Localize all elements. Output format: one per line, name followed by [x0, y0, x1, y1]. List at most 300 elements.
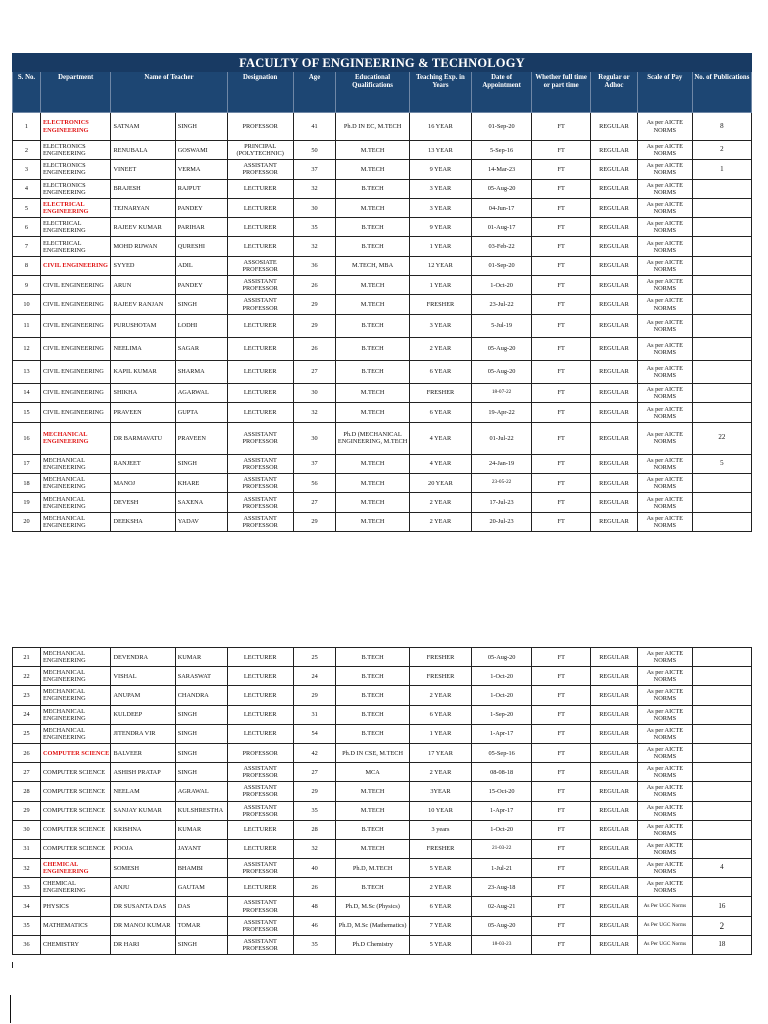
cell-department: ELECTRICAL ENGINEERING	[40, 198, 110, 217]
cell-department: MECHANICAL ENGINEERING	[40, 705, 110, 724]
table-row	[13, 160, 752, 179]
cell-pay-scale: As per AICTE NORMS	[637, 743, 692, 762]
cell-experience: FRESHER	[409, 667, 471, 686]
cell-regular: REGULAR	[591, 686, 638, 705]
cell-first-name: BALVEER	[111, 743, 175, 762]
cell-last-name: SINGH	[175, 724, 227, 743]
cell-date: 05-Aug-20	[472, 648, 532, 667]
cell-age: 30	[293, 422, 335, 454]
cell-publications	[692, 337, 751, 360]
cell-age: 27	[293, 360, 335, 383]
cell-pay-scale: As per AICTE NORMS	[637, 256, 692, 275]
cell-department: CIVIL ENGINEERING	[40, 276, 110, 295]
cell-sno: 2	[13, 141, 41, 160]
table-row	[13, 454, 752, 473]
cell-pay-scale: As Per UGC Norms	[637, 935, 692, 954]
cell-designation: ASSISTANT PROFESSOR	[227, 160, 293, 179]
cell-age: 42	[293, 743, 335, 762]
cell-pay-scale: As Per UGC Norms	[637, 916, 692, 935]
cell-last-name: AGARWAL	[175, 383, 227, 403]
cell-regular: REGULAR	[591, 743, 638, 762]
cell-last-name: QURESHI	[175, 237, 227, 256]
cell-date: 18-03-23	[472, 935, 532, 954]
cell-date: 01-Aug-17	[472, 218, 532, 237]
text-cursor	[10, 995, 11, 1023]
cell-fulltime: FT	[532, 141, 591, 160]
cell-last-name: LODHI	[175, 314, 227, 337]
cell-date: 05-Aug-20	[472, 337, 532, 360]
table-row	[13, 141, 752, 160]
cell-age: 37	[293, 454, 335, 473]
cell-sno: 7	[13, 237, 41, 256]
table-row	[13, 383, 752, 403]
table-row	[13, 916, 752, 935]
cell-age: 50	[293, 141, 335, 160]
col-header-pay-scale: Scale of Pay	[637, 72, 692, 113]
cell-age: 40	[293, 859, 335, 878]
table-row	[13, 276, 752, 295]
cell-designation: LECTURER	[227, 314, 293, 337]
cell-department: ELECTRONICS ENGINEERING	[40, 179, 110, 198]
cell-pay-scale: As per AICTE NORMS	[637, 512, 692, 531]
cell-pay-scale: As per AICTE NORMS	[637, 724, 692, 743]
cell-qualification: M.TECH	[336, 198, 410, 217]
cell-pay-scale: As per AICTE NORMS	[637, 403, 692, 423]
cell-department: ELECTRICAL ENGINEERING	[40, 218, 110, 237]
cell-publications	[692, 276, 751, 295]
cell-date: 1-Oct-20	[472, 667, 532, 686]
cell-regular: REGULAR	[591, 935, 638, 954]
cell-experience: 3 YEAR	[409, 198, 471, 217]
cell-date: 05-Aug-20	[472, 360, 532, 383]
cell-last-name: SINGH	[175, 935, 227, 954]
cell-experience: 6 YEAR	[409, 403, 471, 423]
cell-publications	[692, 743, 751, 762]
cell-fulltime: FT	[532, 422, 591, 454]
cell-qualification: M.TECH	[336, 276, 410, 295]
cell-date: 05-Aug-20	[472, 916, 532, 935]
cell-department: CHEMICAL ENGINEERING	[40, 859, 110, 878]
cell-department: MECHANICAL ENGINEERING	[40, 667, 110, 686]
cell-age: 32	[293, 237, 335, 256]
cell-first-name: PURUSHOTAM	[111, 314, 175, 337]
cell-last-name: KHARE	[175, 474, 227, 493]
cell-date: 5-Sep-16	[472, 141, 532, 160]
cell-experience: 1 YEAR	[409, 276, 471, 295]
cell-age: 29	[293, 782, 335, 801]
cell-designation: LECTURER	[227, 198, 293, 217]
cell-department: COMPUTER SCIENCE	[40, 782, 110, 801]
cell-experience: 9 YEAR	[409, 218, 471, 237]
cell-qualification: M.TECH	[336, 839, 410, 858]
cell-sno: 25	[13, 724, 41, 743]
cell-age: 32	[293, 403, 335, 423]
cell-last-name: SHARMA	[175, 360, 227, 383]
cell-last-name: CHANDRA	[175, 686, 227, 705]
cell-department: COMPUTER SCIENCE	[40, 763, 110, 782]
cell-designation: LECTURER	[227, 360, 293, 383]
cell-last-name: VERMA	[175, 160, 227, 179]
cell-fulltime: FT	[532, 337, 591, 360]
cell-experience: 13 YEAR	[409, 141, 471, 160]
cell-fulltime: FT	[532, 179, 591, 198]
cell-age: 29	[293, 686, 335, 705]
table-row	[13, 878, 752, 897]
cell-publications	[692, 383, 751, 403]
cell-designation: ASSISTANT PROFESSOR	[227, 763, 293, 782]
cell-regular: REGULAR	[591, 256, 638, 275]
cell-publications: 4	[692, 859, 751, 878]
cell-department: CIVIL ENGINEERING	[40, 337, 110, 360]
table-row	[13, 237, 752, 256]
table-body	[13, 648, 752, 955]
cell-publications	[692, 314, 751, 337]
table-header-row	[13, 72, 752, 113]
cell-department: CIVIL ENGINEERING	[40, 256, 110, 275]
table-body	[13, 113, 752, 532]
cell-department: ELECTRONICS ENGINEERING	[40, 113, 110, 141]
cell-last-name: TOMAR	[175, 916, 227, 935]
cell-designation: ASSISTANT PROFESSOR	[227, 897, 293, 916]
cell-designation: LECTURER	[227, 878, 293, 897]
cell-date: 04-Jun-17	[472, 198, 532, 217]
cell-publications: 1	[692, 160, 751, 179]
cell-last-name: SINGH	[175, 295, 227, 314]
table-row	[13, 743, 752, 762]
cell-sno: 28	[13, 782, 41, 801]
table-row	[13, 839, 752, 858]
cell-regular: REGULAR	[591, 198, 638, 217]
cell-age: 28	[293, 820, 335, 839]
cell-experience: 12 YEAR	[409, 256, 471, 275]
cell-first-name: ARUN	[111, 276, 175, 295]
cell-department: MECHANICAL ENGINEERING	[40, 474, 110, 493]
cell-qualification: B.TECH	[336, 878, 410, 897]
cell-qualification: B.TECH	[336, 667, 410, 686]
cell-sno: 6	[13, 218, 41, 237]
cell-experience: 2 YEAR	[409, 512, 471, 531]
cell-last-name: GAUTAM	[175, 878, 227, 897]
cell-sno: 24	[13, 705, 41, 724]
cell-date: 01-Jul-22	[472, 422, 532, 454]
cell-regular: REGULAR	[591, 724, 638, 743]
cell-publications	[692, 198, 751, 217]
cell-department: CIVIL ENGINEERING	[40, 314, 110, 337]
cell-first-name: NEELIMA	[111, 337, 175, 360]
table-row	[13, 179, 752, 198]
cell-last-name: KUMAR	[175, 648, 227, 667]
cell-first-name: DEVENDRA	[111, 648, 175, 667]
cell-sno: 14	[13, 383, 41, 403]
cell-designation: LECTURER	[227, 839, 293, 858]
cell-fulltime: FT	[532, 916, 591, 935]
cell-last-name: PANDEY	[175, 276, 227, 295]
table-row	[13, 422, 752, 454]
cell-designation: ASSOSIATE PROFESSOR	[227, 256, 293, 275]
cell-publications: 5	[692, 454, 751, 473]
cell-fulltime: FT	[532, 383, 591, 403]
cell-fulltime: FT	[532, 897, 591, 916]
cell-department: ELECTRICAL ENGINEERING	[40, 237, 110, 256]
cell-age: 36	[293, 256, 335, 275]
cell-publications	[692, 237, 751, 256]
cell-age: 31	[293, 705, 335, 724]
cell-pay-scale: As per AICTE NORMS	[637, 113, 692, 141]
cell-designation: ASSISTANT PROFESSOR	[227, 512, 293, 531]
cell-fulltime: FT	[532, 160, 591, 179]
cell-qualification: M.TECH	[336, 801, 410, 820]
cell-last-name: SINGH	[175, 113, 227, 141]
cell-publications: 2	[692, 916, 751, 935]
cell-designation: ASSISTANT PROFESSOR	[227, 474, 293, 493]
cell-publications	[692, 295, 751, 314]
cell-sno: 35	[13, 916, 41, 935]
cell-regular: REGULAR	[591, 422, 638, 454]
page-edge-line	[12, 962, 13, 968]
cell-qualification: Ph.D (MECHANICAL ENGINEERING, M.TECH	[336, 422, 410, 454]
cell-first-name: KULDEEP	[111, 705, 175, 724]
cell-pay-scale: As per AICTE NORMS	[637, 474, 692, 493]
table-row	[13, 705, 752, 724]
cell-regular: REGULAR	[591, 667, 638, 686]
cell-fulltime: FT	[532, 820, 591, 839]
table-row	[13, 512, 752, 531]
cell-pay-scale: As per AICTE NORMS	[637, 686, 692, 705]
cell-publications	[692, 782, 751, 801]
cell-experience: 17 YEAR	[409, 743, 471, 762]
cell-pay-scale: As per AICTE NORMS	[637, 383, 692, 403]
cell-fulltime: FT	[532, 314, 591, 337]
cell-qualification: M.TECH	[336, 454, 410, 473]
cell-qualification: M.TECH	[336, 383, 410, 403]
cell-last-name: SINGH	[175, 454, 227, 473]
cell-age: 32	[293, 179, 335, 198]
cell-sno: 34	[13, 897, 41, 916]
cell-age: 35	[293, 935, 335, 954]
cell-sno: 36	[13, 935, 41, 954]
cell-last-name: SINGH	[175, 705, 227, 724]
cell-last-name: KULSHRESTHA	[175, 801, 227, 820]
table-row	[13, 763, 752, 782]
cell-fulltime: FT	[532, 295, 591, 314]
cell-qualification: Ph.D Chemistry	[336, 935, 410, 954]
cell-regular: REGULAR	[591, 820, 638, 839]
cell-designation: ASSISTANT PROFESSOR	[227, 493, 293, 512]
cell-experience: FRESHER	[409, 295, 471, 314]
cell-pay-scale: As per AICTE NORMS	[637, 454, 692, 473]
cell-experience: 9 YEAR	[409, 160, 471, 179]
cell-sno: 3	[13, 160, 41, 179]
cell-publications: 22	[692, 422, 751, 454]
cell-first-name: SANJAY KUMAR	[111, 801, 175, 820]
faculty-table-page-2	[12, 647, 752, 955]
cell-publications	[692, 801, 751, 820]
cell-designation: LECTURER	[227, 820, 293, 839]
cell-first-name: TEJNARYAN	[111, 198, 175, 217]
cell-qualification: M.TECH	[336, 512, 410, 531]
cell-last-name: SAGAR	[175, 337, 227, 360]
cell-regular: REGULAR	[591, 113, 638, 141]
cell-last-name: DAS	[175, 897, 227, 916]
cell-fulltime: FT	[532, 705, 591, 724]
cell-first-name: RAJEEV KUMAR	[111, 218, 175, 237]
cell-designation: ASSISTANT PROFESSOR	[227, 801, 293, 820]
cell-pay-scale: As per AICTE NORMS	[637, 493, 692, 512]
cell-sno: 9	[13, 276, 41, 295]
cell-regular: REGULAR	[591, 160, 638, 179]
cell-date: 15-Oct-20	[472, 782, 532, 801]
cell-date: 1-Oct-20	[472, 820, 532, 839]
cell-last-name: ADIL	[175, 256, 227, 275]
cell-department: MECHANICAL ENGINEERING	[40, 454, 110, 473]
cell-designation: ASSISTANT PROFESSOR	[227, 782, 293, 801]
cell-last-name: PARIHAR	[175, 218, 227, 237]
cell-regular: REGULAR	[591, 916, 638, 935]
cell-publications	[692, 360, 751, 383]
faculty-table-page-1	[12, 53, 752, 532]
cell-last-name: GUPTA	[175, 403, 227, 423]
cell-experience: 2 YEAR	[409, 878, 471, 897]
cell-department: CHEMISTRY	[40, 935, 110, 954]
table-row	[13, 113, 752, 141]
cell-last-name: BHAMBI	[175, 859, 227, 878]
cell-age: 26	[293, 276, 335, 295]
cell-designation: LECTURER	[227, 705, 293, 724]
cell-fulltime: FT	[532, 198, 591, 217]
table-row	[13, 256, 752, 275]
table-row	[13, 859, 752, 878]
cell-publications	[692, 763, 751, 782]
cell-fulltime: FT	[532, 801, 591, 820]
cell-date: 17-Jul-23	[472, 493, 532, 512]
cell-pay-scale: As per AICTE NORMS	[637, 218, 692, 237]
cell-regular: REGULAR	[591, 705, 638, 724]
cell-fulltime: FT	[532, 360, 591, 383]
table-row	[13, 360, 752, 383]
cell-regular: REGULAR	[591, 454, 638, 473]
cell-qualification: B.TECH	[336, 314, 410, 337]
cell-qualification: MCA	[336, 763, 410, 782]
cell-qualification: B.TECH	[336, 820, 410, 839]
cell-regular: REGULAR	[591, 648, 638, 667]
cell-experience: 1 YEAR	[409, 724, 471, 743]
cell-department: MECHANICAL ENGINEERING	[40, 512, 110, 531]
cell-qualification: B.TECH	[336, 360, 410, 383]
cell-date: 05-Aug-20	[472, 179, 532, 198]
cell-date: 21-03-22	[472, 839, 532, 858]
col-header-regular: Regular or Adhoc	[591, 72, 638, 113]
cell-sno: 16	[13, 422, 41, 454]
cell-sno: 18	[13, 474, 41, 493]
cell-department: COMPUTER SCIENCE	[40, 820, 110, 839]
cell-fulltime: FT	[532, 276, 591, 295]
cell-qualification: M.TECH, MBA	[336, 256, 410, 275]
cell-designation: LECTURER	[227, 667, 293, 686]
cell-department: CIVIL ENGINEERING	[40, 360, 110, 383]
cell-department: CIVIL ENGINEERING	[40, 403, 110, 423]
cell-age: 37	[293, 160, 335, 179]
cell-department: ELECTRONICS ENGINEERING	[40, 141, 110, 160]
table-row	[13, 198, 752, 217]
cell-qualification: B.TECH	[336, 337, 410, 360]
cell-publications	[692, 218, 751, 237]
cell-first-name: SATNAM	[111, 113, 175, 141]
cell-designation: LECTURER	[227, 179, 293, 198]
cell-regular: REGULAR	[591, 839, 638, 858]
cell-pay-scale: As per AICTE NORMS	[637, 763, 692, 782]
cell-experience: 2 YEAR	[409, 686, 471, 705]
col-header-department: Department	[40, 72, 110, 113]
cell-first-name: KRISHNA	[111, 820, 175, 839]
cell-first-name: ANJU	[111, 878, 175, 897]
table-row	[13, 337, 752, 360]
cell-experience: 2 YEAR	[409, 337, 471, 360]
col-header-teacher: Name of Teacher	[111, 72, 227, 113]
table-row	[13, 218, 752, 237]
cell-date: 19-Apr-22	[472, 403, 532, 423]
cell-fulltime: FT	[532, 493, 591, 512]
cell-pay-scale: As per AICTE NORMS	[637, 276, 692, 295]
cell-pay-scale: As per AICTE NORMS	[637, 360, 692, 383]
cell-date: 20-Jul-23	[472, 512, 532, 531]
cell-last-name: SINGH	[175, 743, 227, 762]
table-row	[13, 724, 752, 743]
cell-fulltime: FT	[532, 935, 591, 954]
cell-qualification: Ph.D, M.Sc (Mathematics)	[336, 916, 410, 935]
cell-department: MECHANICAL ENGINEERING	[40, 724, 110, 743]
cell-first-name: MANOJ	[111, 474, 175, 493]
page-title: FACULTY OF ENGINEERING & TECHNOLOGY	[13, 54, 752, 72]
cell-sno: 26	[13, 743, 41, 762]
table-row	[13, 897, 752, 916]
cell-date: 1-Oct-20	[472, 276, 532, 295]
cell-sno: 15	[13, 403, 41, 423]
cell-designation: PROFESSOR	[227, 743, 293, 762]
cell-last-name: SARASWAT	[175, 667, 227, 686]
cell-qualification: B.TECH	[336, 237, 410, 256]
cell-pay-scale: As per AICTE NORMS	[637, 422, 692, 454]
cell-pay-scale: As per AICTE NORMS	[637, 839, 692, 858]
cell-experience: 6 YEAR	[409, 705, 471, 724]
cell-fulltime: FT	[532, 454, 591, 473]
cell-last-name: PRAVEEN	[175, 422, 227, 454]
table-row	[13, 493, 752, 512]
cell-sno: 17	[13, 454, 41, 473]
cell-sno: 27	[13, 763, 41, 782]
cell-designation: ASSISTANT PROFESSOR	[227, 935, 293, 954]
cell-date: 23-05-22	[472, 474, 532, 493]
cell-pay-scale: As per AICTE NORMS	[637, 198, 692, 217]
cell-pay-scale: As per AICTE NORMS	[637, 705, 692, 724]
cell-sno: 32	[13, 859, 41, 878]
cell-regular: REGULAR	[591, 897, 638, 916]
cell-pay-scale: As per AICTE NORMS	[637, 237, 692, 256]
cell-regular: REGULAR	[591, 179, 638, 198]
cell-regular: REGULAR	[591, 763, 638, 782]
cell-department: COMPUTER SCIENCE	[40, 743, 110, 762]
cell-regular: REGULAR	[591, 383, 638, 403]
cell-experience: 7 YEAR	[409, 916, 471, 935]
cell-designation: ASSISTANT PROFESSOR	[227, 916, 293, 935]
cell-designation: LECTURER	[227, 724, 293, 743]
cell-sno: 22	[13, 667, 41, 686]
col-header-sno: S. No.	[13, 72, 41, 113]
cell-fulltime: FT	[532, 113, 591, 141]
cell-qualification: M.TECH	[336, 474, 410, 493]
cell-age: 56	[293, 474, 335, 493]
cell-regular: REGULAR	[591, 141, 638, 160]
cell-designation: LECTURER	[227, 648, 293, 667]
